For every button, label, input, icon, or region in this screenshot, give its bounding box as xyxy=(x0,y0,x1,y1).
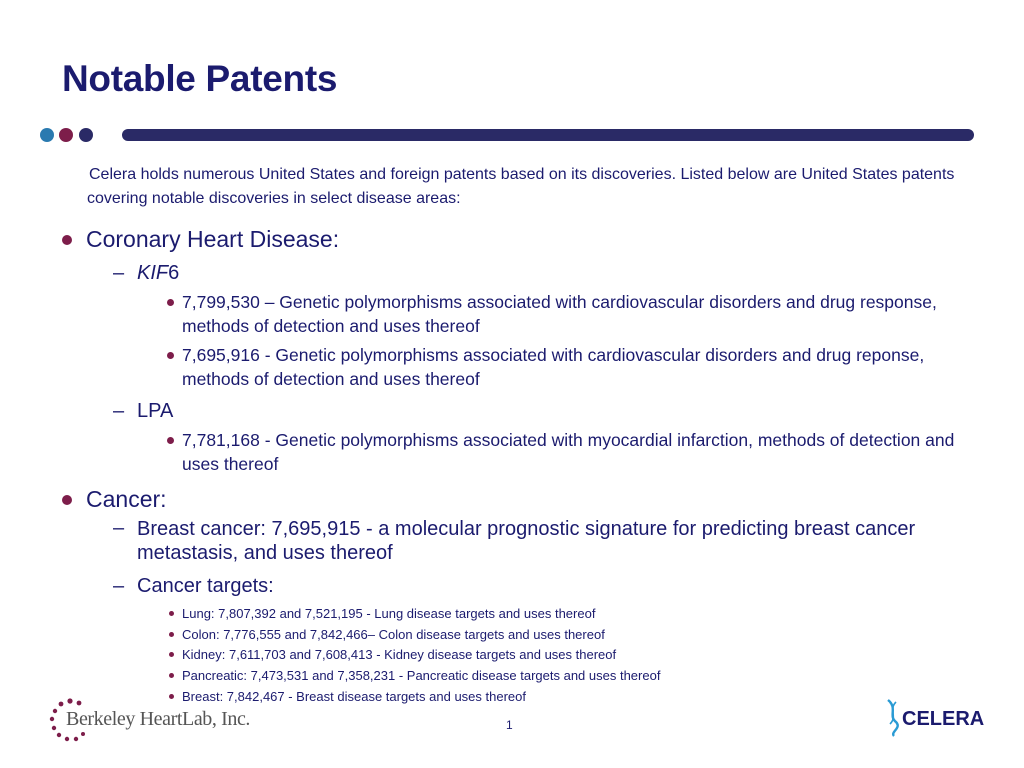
kif-suffix: 6 xyxy=(168,262,180,284)
target-item: Lung: 7,807,392 and 7,521,195 - Lung disease targets and uses thereof xyxy=(182,606,596,621)
bullet-dot xyxy=(169,652,174,657)
bullet-dot xyxy=(169,611,174,616)
section-heading-cancer: Cancer: xyxy=(86,486,167,512)
target-item: Kidney: 7,611,703 and 7,608,413 - Kidney disease targets and uses thereof xyxy=(182,647,617,662)
title-divider xyxy=(40,128,975,142)
subheading-lpa: LPA xyxy=(137,400,174,422)
bullet-dot xyxy=(167,437,174,444)
celera-logo: CELERA xyxy=(902,708,985,730)
subheading-cancer-targets: Cancer targets: xyxy=(137,575,274,597)
dash-bullet: – xyxy=(113,400,125,422)
intro-paragraph: Celera holds numerous United States and foreign patents based on its discoveries. Listed below are United States patents covering notable discoveries in select disease areas: xyxy=(87,166,955,207)
target-item: Pancreatic: 7,473,531 and 7,358,231 - Pancreatic disease targets and uses thereof xyxy=(182,668,661,683)
celera-helix-icon xyxy=(884,698,902,738)
dash-bullet: – xyxy=(113,517,125,539)
bullet-dot xyxy=(169,694,174,699)
section-heading-chd: Coronary Heart Disease: xyxy=(86,226,340,252)
bullet-dot xyxy=(167,299,174,306)
divider-dot-navy xyxy=(79,128,93,142)
patent-item: 7,781,168 - Genetic polymorphisms associated with myocardial infarction, methods of detection and uses thereof xyxy=(182,430,955,474)
breast-cancer-item: Breast cancer: 7,695,915 - a molecular prognostic signature for predicting breast cancer metastasis, and uses thereof xyxy=(137,518,916,564)
target-item: Colon: 7,776,555 and 7,842,466– Colon disease targets and uses thereof xyxy=(182,627,605,642)
divider-dot-blue xyxy=(40,128,54,142)
page-number: 1 xyxy=(506,718,513,732)
bullet-dot xyxy=(169,632,174,637)
divider-bar xyxy=(122,129,974,141)
bullet-dot xyxy=(62,495,72,505)
patent-item: 7,695,916 - Genetic polymorphisms associated with cardiovascular disorders and drug reponse, methods of detection and uses thereof xyxy=(182,345,925,389)
target-item: Breast: 7,842,467 - Breast disease targets and uses thereof xyxy=(182,689,526,704)
divider-dot-maroon xyxy=(59,128,73,142)
berkeley-heartlab-logo: Berkeley HeartLab, Inc. xyxy=(66,708,251,730)
patent-item: 7,799,530 – Genetic polymorphisms associated with cardiovascular disorders and drug response, methods of detection and uses thereof xyxy=(182,292,937,336)
dash-bullet: – xyxy=(113,262,125,284)
kif-italic: KIF xyxy=(137,262,169,284)
page-title: Notable Patents xyxy=(62,58,338,99)
bullet-dot xyxy=(167,352,174,359)
subheading-kif6 xyxy=(137,262,179,285)
bullet-dot xyxy=(62,235,72,245)
dash-bullet: – xyxy=(113,575,125,597)
bullet-dot xyxy=(169,673,174,678)
